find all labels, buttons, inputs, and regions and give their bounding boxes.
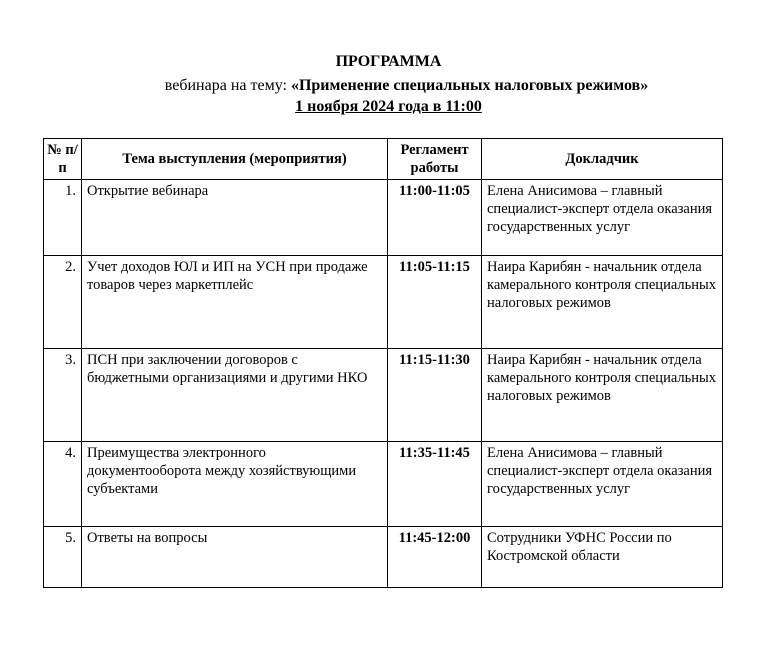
row-topic: Преимущества электронного документооборота между хозяйствующими субъектами bbox=[82, 442, 388, 527]
row-speaker: Наира Карибян - начальник отдела камерального контроля специальных налоговых режимов bbox=[482, 256, 723, 349]
row-number: 1. bbox=[44, 180, 82, 256]
table-row bbox=[44, 349, 723, 442]
row-time: 11:15-11:30 bbox=[388, 349, 482, 442]
webinar-topic-line bbox=[18, 76, 777, 96]
row-speaker: Сотрудники УФНС России по Костромской области bbox=[482, 527, 723, 588]
row-topic: Учет доходов ЮЛ и ИП на УСН при продаже товаров через маркетплейс bbox=[82, 256, 388, 349]
topic-prefix: вебинара на тему: bbox=[164, 77, 291, 94]
row-number: 3. bbox=[44, 349, 82, 442]
table-row bbox=[44, 442, 723, 527]
header-speaker: Докладчик bbox=[482, 139, 723, 180]
row-number: 4. bbox=[44, 442, 82, 527]
row-speaker: Наира Карибян - начальник отдела камерального контроля специальных налоговых режимов bbox=[482, 349, 723, 442]
header-topic: Тема выступления (мероприятия) bbox=[82, 139, 388, 180]
row-topic: Ответы на вопросы bbox=[82, 527, 388, 588]
topic-name: «Применение специальных налоговых режимов» bbox=[290, 77, 649, 94]
table-row bbox=[44, 256, 723, 349]
header-number: № п/п bbox=[44, 139, 82, 180]
row-time: 11:05-11:15 bbox=[388, 256, 482, 349]
row-speaker: Елена Анисимова – главный специалист-эксперт отдела оказания государственных услуг bbox=[482, 180, 723, 256]
row-speaker: Елена Анисимова – главный специалист-эксперт отдела оказания государственных услуг bbox=[482, 442, 723, 527]
table-row bbox=[44, 180, 723, 256]
table-header-row bbox=[44, 139, 723, 180]
row-time: 11:45-12:00 bbox=[388, 527, 482, 588]
row-topic: ПСН при заключении договоров с бюджетными организациями и другими НКО bbox=[82, 349, 388, 442]
program-table bbox=[43, 138, 723, 588]
table-row bbox=[44, 527, 723, 588]
row-time: 11:35-11:45 bbox=[388, 442, 482, 527]
row-number: 2. bbox=[44, 256, 82, 349]
document-title: ПРОГРАММА bbox=[335, 53, 442, 70]
row-number: 5. bbox=[44, 527, 82, 588]
webinar-date: 1 ноября 2024 года в 11:00 bbox=[295, 98, 482, 115]
row-topic: Открытие вебинара bbox=[82, 180, 388, 256]
header-time: Регламент работы bbox=[388, 139, 482, 180]
row-time: 11:00-11:05 bbox=[388, 180, 482, 256]
